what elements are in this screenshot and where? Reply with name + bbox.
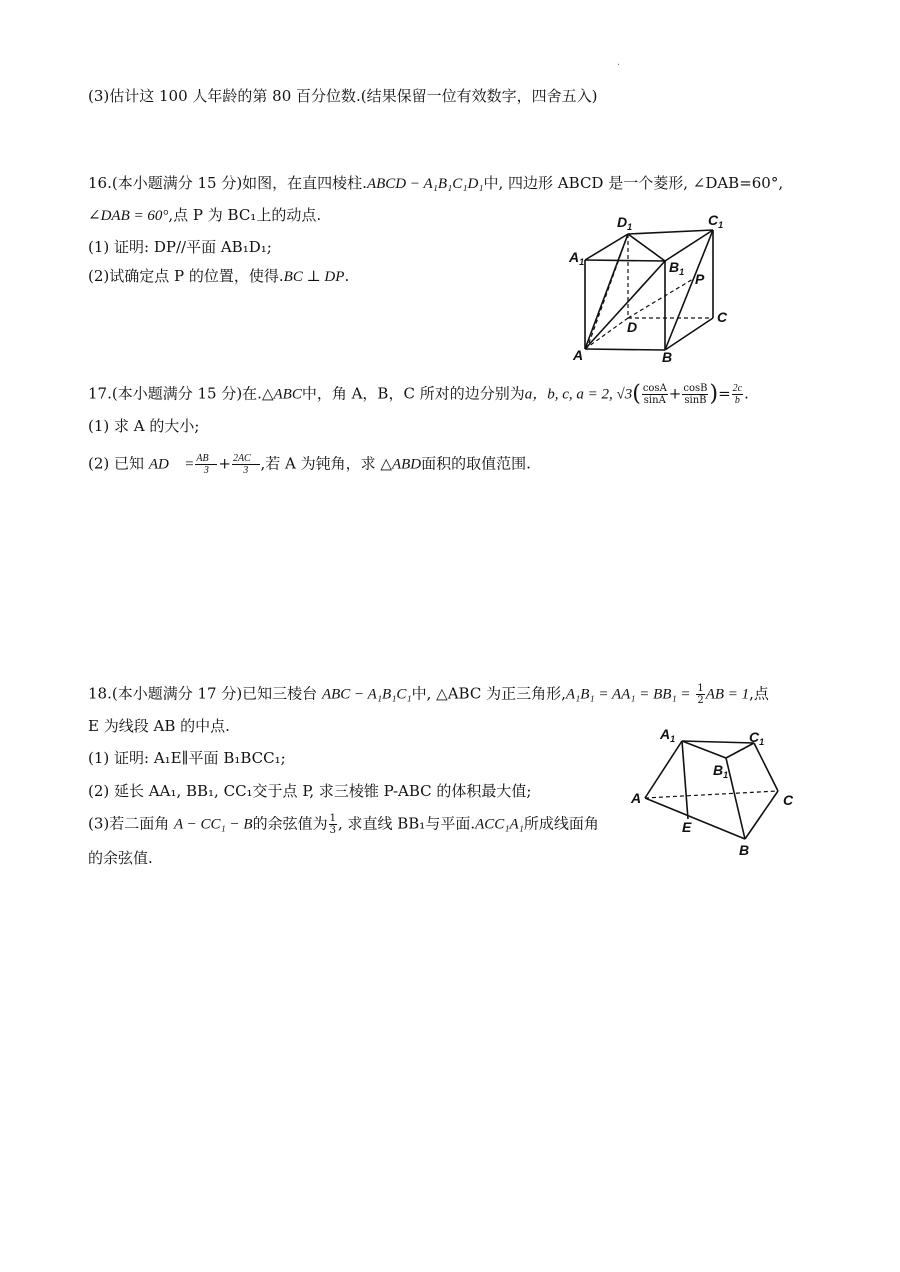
label-A1-frustum: $A_1$ — [660, 726, 676, 744]
q16-line2-math: ∠DAB = 60° — [88, 208, 169, 224]
label-D: D — [627, 319, 638, 335]
q18-header-prefix: 18.(本小题满分 17 分)已知三棱台 — [88, 684, 318, 703]
label-B-frustum: B — [739, 842, 750, 858]
q16-header-math: ABCD − A₁B₁C₁D₁ — [366, 176, 484, 192]
prism-figure — [565, 210, 745, 370]
q18-header-math3: AB = 1 — [705, 686, 750, 703]
q16-part1: (1) 证明: DP//平面 AB₁D₁; — [88, 238, 272, 256]
q18-part3-math: A − CC₁ − B — [174, 816, 253, 833]
q16-header-prefix: 16.(本小题满分 15 分)如图，在直四棱柱. — [88, 174, 367, 192]
q17-header-math2: a，b, c, a = 2, √3 — [524, 386, 633, 403]
label-C1: $C_1$ — [708, 212, 724, 230]
q18-part3-mid2: , 求直线 BB₁与平面. — [337, 814, 476, 833]
frac-2c-b: $\frac{2c}{b}$ — [732, 383, 743, 406]
q18-last-line: 的余弦值. — [88, 849, 153, 867]
q18-part1: (1) 证明: A₁E∥平面 B₁BCC₁; — [88, 749, 286, 767]
label-A: A — [573, 347, 584, 363]
q17-header-math1: △ABC — [261, 386, 302, 403]
q18-part3-prefix: (3)若二面角 — [88, 814, 170, 833]
q18-line2: E 为线段 AB 的中点. — [88, 717, 230, 735]
frac-cosA-sinA: $\frac{\cos A}{\sin A}$ — [642, 383, 667, 406]
equals-sign: = — [718, 384, 731, 403]
q17-part2-prefix: (2) 已知 — [88, 454, 145, 473]
q17-part1: (1) 求 A 的大小; — [88, 417, 200, 435]
q16-part2 — [88, 266, 349, 287]
q18-header: 18.(本小题满分 17 分)已知三棱台 ABC − A₁B₁C₁中, △ABC 为正三角形,A₁B₁ = AA₁ = BB₁ = $\frac{1}{2}$ AB = 1,点 — [88, 683, 769, 706]
q16-part2-prefix: (2)试确定点 P 的位置，使得. — [88, 267, 284, 285]
frac-AB-3: $\frac{AB⃗}{3}$ — [196, 453, 217, 476]
q18-part3-mid: 的余弦值为 — [252, 814, 328, 833]
q16-line2 — [88, 205, 321, 226]
q18-part3-end: 所成线面角 — [523, 814, 599, 833]
q16-header-suffix: 中, 四边形 ABCD 是一个菱形, ∠DAB=60°, — [483, 174, 784, 192]
label-C: C — [717, 309, 728, 325]
q17-part2-suffix: ,若 A 为钝角，求 △ — [260, 454, 392, 473]
q18-header-math2: A₁B₁ = AA₁ = BB₁ = — [565, 686, 691, 703]
frac-1-3: $\frac{1}{3}$ — [329, 813, 336, 836]
q16-header — [88, 173, 783, 194]
label-P: P — [695, 271, 705, 287]
q18-part2: (2) 延长 AA₁, BB₁, CC₁交于点 P, 求三棱锥 P-ABC 的体积最大值; — [88, 782, 532, 800]
label-B: B — [662, 349, 673, 365]
label-D1: $D_1$ — [617, 214, 633, 232]
frac-cosB-sinB: $\frac{\cos B}{\sin B}$ — [683, 383, 708, 406]
q17-part2-math: ABD — [391, 456, 422, 473]
label-C-frustum: C — [783, 792, 794, 808]
q17-part2: (2) 已知 AD⃗ = $\frac{AB⃗}{3}$ + $\frac{2AC⃗}{3}$ ,若 A 为钝角，求 △ABD面积的取值范围. — [88, 453, 531, 476]
stray-dot: · — [617, 60, 621, 71]
q17-part2-vec: AD⃗ = — [148, 456, 195, 473]
q18-header-math1: ABC − A₁B₁C₁ — [321, 686, 412, 703]
q16-line2-suffix: ,点 P 为 BC₁上的动点. — [168, 206, 322, 224]
q17-part2-end: 面积的取值范围. — [421, 454, 531, 473]
q17-header-mid: 中，角 A，B，C 所对的边分别为 — [301, 384, 525, 403]
q17-header: 17.(本小题满分 15 分)在.△ABC中，角 A，B，C 所对的边分别为a，b, c, a = 2, √3( $\frac{\cos A}{\sin A}$ + $\frac{\cos B}{\sin B}$ )= $\frac{2c}{b}$ . — [88, 381, 749, 407]
q18-header-mid: 中, △ABC 为正三角形, — [411, 684, 566, 703]
label-C1-frustum: $C_1$ — [749, 729, 765, 747]
label-E-frustum: E — [682, 819, 692, 835]
frustum-figure — [630, 722, 810, 872]
q16-part2-suffix: . — [344, 267, 350, 285]
q16-part2-math: BC ⊥ DP — [283, 269, 345, 285]
label-A1: $A_1$ — [569, 249, 585, 267]
q15-part3: (3)估计这 100 人年龄的第 80 百分位数.(结果保留一位有效数字，四舍五入) — [88, 87, 598, 105]
q17-header-prefix: 17.(本小题满分 15 分)在. — [88, 384, 262, 403]
frac-2AC-3: $\frac{2AC⃗}{3}$ — [232, 453, 259, 476]
q18-part3-math2: ACC₁A₁ — [475, 816, 524, 833]
label-B1: $B_1$ — [669, 259, 685, 277]
label-B1-frustum: $B_1$ — [713, 762, 729, 780]
q18-part3 — [88, 813, 599, 836]
plus-sign: + — [668, 384, 682, 403]
frac-1-2: $\frac{1}{2}$ — [697, 683, 704, 706]
label-A-frustum: A — [631, 790, 642, 806]
